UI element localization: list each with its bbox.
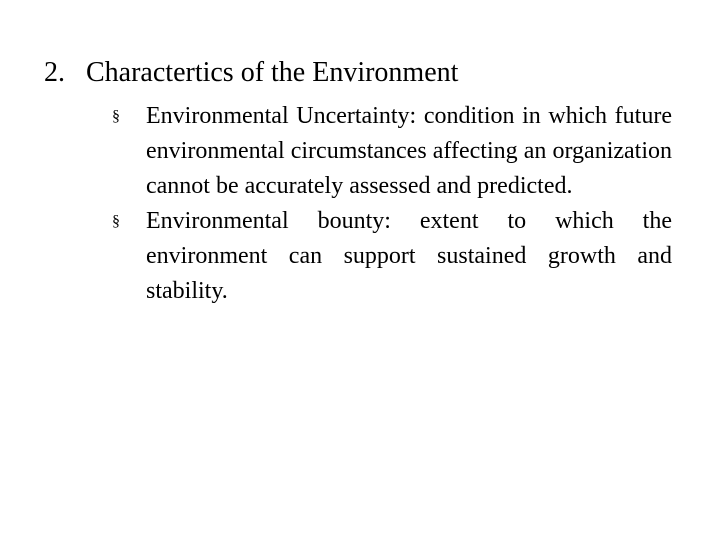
bullet-marker-icon: §	[112, 108, 120, 125]
bullet-marker-icon: §	[112, 213, 120, 230]
heading-number: 2.	[44, 57, 65, 88]
slide-heading	[44, 55, 458, 91]
bullet-item-bounty	[112, 204, 672, 309]
bullet-text-uncertainty: Environmental Uncertainty: condition in which future environmental circumstances affecting an organization cannot be accurately assessed and predicted.	[146, 103, 672, 199]
bullet-item-uncertainty	[112, 99, 672, 204]
heading-text: Charactertics of the Environment	[86, 57, 459, 88]
bullet-text-bounty: Environmental bounty: extent to which the environment can support sustained growth and stability.	[146, 208, 672, 304]
bullet-list	[112, 99, 672, 309]
